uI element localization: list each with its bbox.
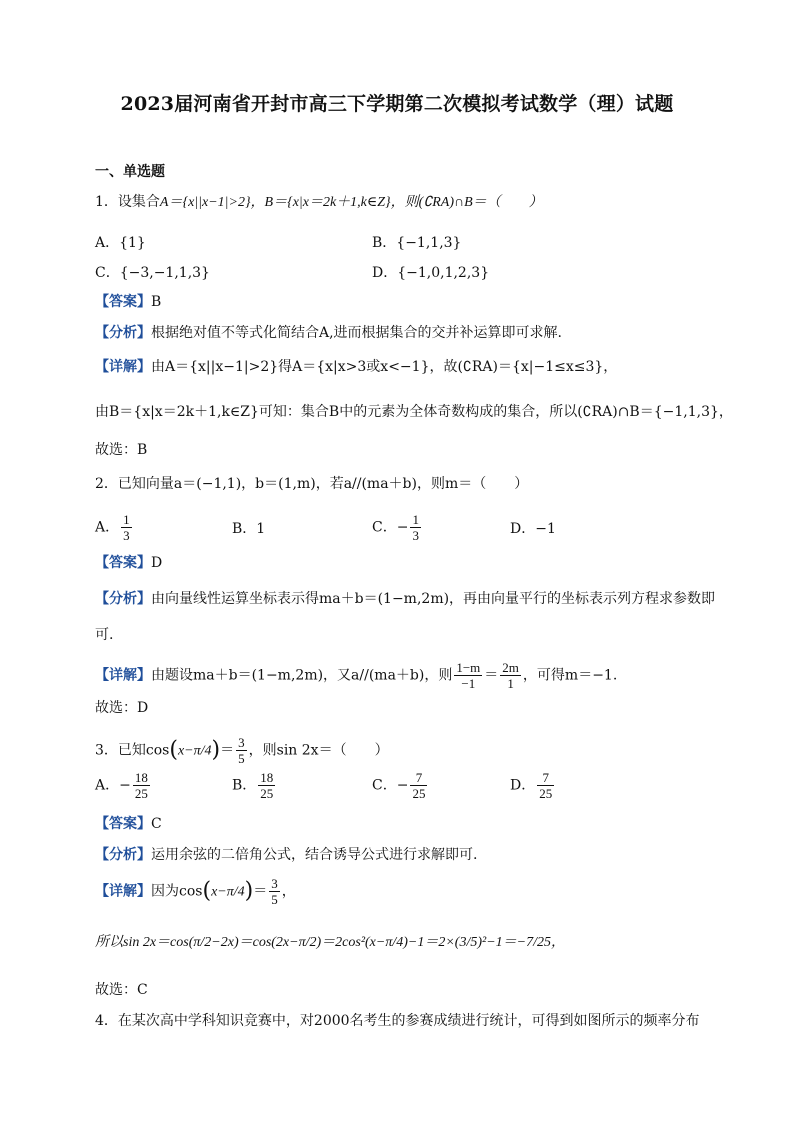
left-paren: ( bbox=[169, 737, 178, 763]
q2-option-c-label: C．− bbox=[372, 519, 409, 536]
q1-prefix: 1．设集合 bbox=[95, 194, 160, 210]
q1-option-d: D．{−1,0,1,2,3} bbox=[372, 265, 490, 281]
q2-detail-text-a: 由题设ma＋b＝(1−m,2m)，又a//(ma＋b)，则 bbox=[151, 667, 453, 684]
q3-detail bbox=[95, 876, 296, 907]
right-paren: ) bbox=[244, 878, 254, 904]
q1-option-c: C．{−3,−1,1,3} bbox=[95, 265, 210, 281]
q3-detail-paren: x−π/4 bbox=[211, 884, 245, 900]
fraction-denominator: 3 bbox=[123, 528, 130, 543]
q3-option-b bbox=[232, 770, 277, 801]
answer-tag: 【答案】 bbox=[95, 294, 151, 310]
q3-analysis bbox=[95, 845, 477, 865]
q3-stem-b: ，则sin 2x＝（ ） bbox=[248, 742, 389, 759]
q3-option-c bbox=[372, 770, 429, 801]
q2-conclusion: 故选：D bbox=[95, 700, 149, 716]
q3-option-c-label: C．− bbox=[372, 777, 409, 794]
analysis-tag: 【分析】 bbox=[95, 325, 151, 341]
detail-tag: 【详解】 bbox=[95, 883, 151, 900]
q1-detail-2: 由B＝{x|x＝2k＋1,k∈Z}可知：集合B中的元素为全体奇数构成的集合，所以(∁RA)∩B＝{−1,1,3}， bbox=[95, 404, 733, 420]
q3-option-a-label: A．− bbox=[95, 777, 131, 794]
q2-analysis bbox=[95, 589, 715, 609]
q2-detail bbox=[95, 660, 617, 691]
q3-analysis-text: 运用余弦的二倍角公式，结合诱导公式进行求解即可. bbox=[151, 847, 478, 863]
fraction-numerator: 1 bbox=[412, 512, 419, 527]
q2-analysis-text: 由向量线性运算坐标表示得ma＋b＝(1−m,2m)，再由向量平行的坐标表示列方程求参数即 bbox=[151, 591, 716, 607]
q2-option-d: D．−1 bbox=[510, 521, 556, 537]
q2-option-c bbox=[372, 512, 423, 543]
q3-option-b-label: B． bbox=[232, 777, 257, 794]
fraction-denominator: 5 bbox=[271, 892, 278, 907]
page-title: 2023届河南省开封市高三下学期第二次模拟考试数学（理）试题 bbox=[120, 93, 674, 115]
q1-detail bbox=[95, 357, 617, 377]
q2-detail-fraction-1 bbox=[454, 660, 482, 691]
question-4-stem: 4．在某次高中学科知识竞赛中，对2000名考生的参赛成绩进行统计，可得到如图所示的频率分布 bbox=[95, 1013, 700, 1029]
q3-derivation: 所以sin 2x＝cos(π/2−2x)＝cos(2x−π/2)＝2cos²(x−π/4)−1＝2×(3/5)²−1＝−7/25， bbox=[95, 935, 565, 950]
fraction-denominator: 25 bbox=[134, 786, 148, 801]
q3-answer-value: C bbox=[151, 816, 162, 832]
q1-conclusion: 故选：B bbox=[95, 442, 148, 458]
q1-option-a: A．{1} bbox=[95, 235, 146, 251]
fraction-numerator: 18 bbox=[134, 770, 148, 785]
q1-answer-value: B bbox=[151, 294, 162, 310]
q3-option-a bbox=[95, 770, 152, 801]
q3-conclusion: 故选：C bbox=[95, 982, 148, 998]
q2-detail-fraction-2 bbox=[500, 660, 521, 691]
fraction-denominator: 5 bbox=[238, 751, 245, 766]
analysis-tag: 【分析】 bbox=[95, 591, 151, 607]
q2-option-a bbox=[95, 512, 134, 543]
q2-option-a-fraction bbox=[121, 512, 132, 543]
q1-set-b: B＝{x|x＝2k＋1,k∈Z}，则 bbox=[264, 195, 419, 210]
q2-option-a-label: A． bbox=[95, 519, 120, 536]
question-1-stem bbox=[95, 192, 543, 213]
q3-option-b-fraction bbox=[258, 770, 275, 801]
q3-detail-fraction bbox=[269, 876, 280, 907]
fraction-denominator: 25 bbox=[260, 786, 274, 801]
q1-analysis bbox=[95, 323, 562, 343]
fraction-denominator: 25 bbox=[412, 786, 426, 801]
detail-tag: 【详解】 bbox=[95, 359, 151, 375]
fraction-numerator: 7 bbox=[410, 770, 427, 786]
q3-stem-a: 3．已知cos bbox=[95, 742, 170, 759]
question-3-stem bbox=[95, 735, 389, 766]
q3-detail-eq: ＝ bbox=[253, 883, 268, 900]
fraction-numerator: 1−m bbox=[456, 660, 481, 675]
left-paren: ( bbox=[202, 878, 212, 904]
q2-option-b: B．1 bbox=[232, 521, 266, 537]
q3-stem-eq: ＝ bbox=[220, 742, 235, 759]
q3-detail-a: 因为cos bbox=[151, 883, 203, 900]
right-paren: ) bbox=[211, 737, 221, 763]
q3-answer bbox=[95, 814, 162, 834]
q3-option-a-fraction bbox=[133, 770, 150, 801]
analysis-tag: 【分析】 bbox=[95, 847, 151, 863]
q1-set-a: A＝{x||x−1|>2}， bbox=[159, 195, 265, 210]
q2-detail-text-b: ，可得m＝−1. bbox=[522, 667, 618, 684]
fraction-numerator: 18 bbox=[260, 770, 274, 785]
q2-answer-value: D bbox=[151, 555, 163, 571]
fraction-numerator: 3 bbox=[271, 876, 278, 891]
q2-detail-eq: ＝ bbox=[484, 667, 499, 684]
q1-detail-text: 由A＝{x||x−1|>2}得A＝{x|x>3或x<−1}，故(∁RA)＝{x|−1≤x≤3}， bbox=[151, 359, 618, 375]
q2-option-c-fraction bbox=[410, 512, 421, 543]
fraction-numerator: 3 bbox=[238, 735, 245, 750]
q1-analysis-text: 根据绝对值不等式化简结合A,进而根据集合的交并补运算即可求解. bbox=[151, 325, 563, 341]
fraction-numerator: 7 bbox=[537, 770, 554, 786]
fraction-denominator: −1 bbox=[461, 676, 476, 691]
fraction-numerator: 2m bbox=[502, 660, 519, 675]
fraction-denominator: 25 bbox=[539, 786, 553, 801]
q3-stem-fraction bbox=[236, 735, 247, 766]
q3-detail-b: ， bbox=[281, 883, 296, 900]
q3-option-d-label: D． bbox=[510, 777, 536, 794]
detail-tag: 【详解】 bbox=[95, 667, 151, 684]
question-2-stem: 2．已知向量a＝(−1,1)，b＝(1,m)，若a//(ma＋b)，则m＝（ ） bbox=[95, 476, 529, 492]
q3-option-d-fraction bbox=[537, 770, 554, 801]
q1-answer bbox=[95, 292, 161, 312]
q3-option-c-fraction bbox=[410, 770, 427, 801]
answer-tag: 【答案】 bbox=[95, 555, 151, 571]
answer-tag: 【答案】 bbox=[95, 816, 151, 832]
fraction-denominator: 3 bbox=[412, 528, 419, 543]
fraction-numerator: 1 bbox=[123, 512, 130, 527]
section-heading: 一、单选题 bbox=[95, 164, 165, 180]
q1-ask: (∁RA)∩B＝（ ） bbox=[418, 195, 543, 210]
q3-stem-paren: x−π/4 bbox=[177, 743, 212, 759]
q2-answer bbox=[95, 553, 162, 573]
q3-option-d bbox=[510, 770, 556, 801]
q2-analysis-cont: 可. bbox=[95, 627, 114, 643]
q1-option-b: B．{−1,1,3} bbox=[372, 235, 462, 251]
fraction-denominator: 1 bbox=[507, 676, 514, 691]
